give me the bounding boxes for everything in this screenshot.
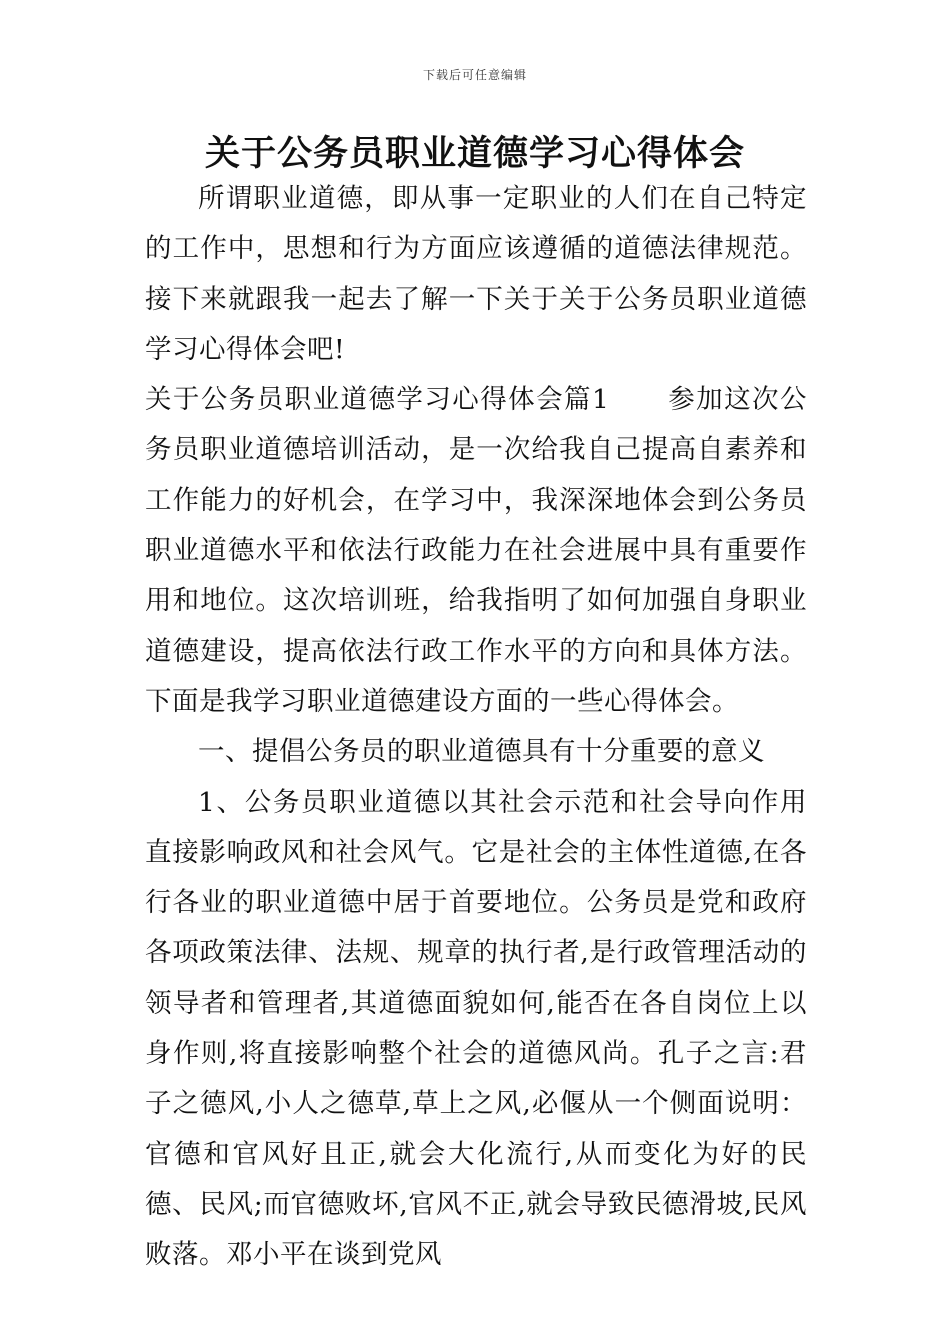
article-heading: 关于公务员职业道德学习心得体会篇1 [145, 384, 610, 416]
document-title: 关于公务员职业道德学习心得体会 [204, 134, 745, 174]
article-paragraph [145, 375, 807, 727]
header-note: 下载后可任意编辑 [422, 68, 527, 82]
intro-paragraph: 所谓职业道德，即从事一定职业的人们在自己特定的工作中，思想和行为方面应该遵循的道德法律规范。接下来就跟我一起去了解一下关于关于公务员职业道德学习心得体会吧! [145, 183, 807, 365]
point-one-paragraph: 1、公务员职业道德以其社会示范和社会导向作用直接影响政风和社会风气。它是社会的主体性道德,在各行各业的职业道德中居于首要地位。公务员是党和政府各项政策法律、法规、规章的执行者,是行政管理活动的领导者和管理者,其道德面貌如何,能否在各自岗位上以身作则,将直接影响整个社会的道德风尚。孔子之言:君子之德风,小人之德草,草上之风,必偃从一个侧面说明：官德和官风好且正,就会大化流行,从而变化为好的民德、民风;而官德败坏,官风不正,就会导致民德滑坡,民风败落。邓小平在谈到党风 [145, 786, 807, 1271]
section-one-heading: 一、提倡公务员的职业道德具有十分重要的意义 [198, 736, 765, 768]
document-body [145, 174, 807, 1281]
article-body: 参加这次公务员职业道德培训活动，是一次给我自己提高自素养和工作能力的好机会，在学习中，我深深地体会到公务员职业道德水平和依法行政能力在社会进展中具有重要作用和地位。这次培训班，给我指明了如何加强自身职业道德建设，提高依法行政工作水平的方向和具体方法。下面是我学习职业道德建设方面的一些心得体会。 [145, 384, 807, 717]
